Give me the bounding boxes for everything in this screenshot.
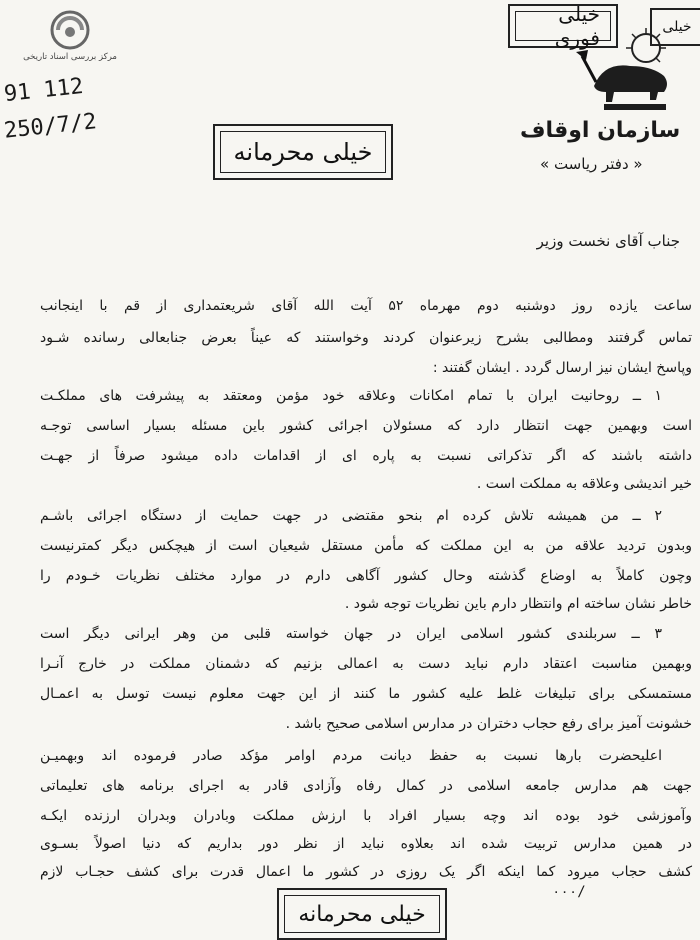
top-secret-stamp [213,124,393,180]
body-line: در همین مدارس تربیت شده اند بعلاوه نباید از نظر دور بداریم که دنیا اصولاً بسـوی [40,836,692,852]
top-secret-stamp-text: خیلی محرمانه [220,131,386,173]
logo-caption: مرکز بررسی اسناد تاریخی [23,52,117,62]
reference-number: 91 112 [2,73,85,108]
archive-emblem-icon [10,10,130,54]
body-line: ۳ ــ سربلندی کشور اسلامی ایران در جهان خواسته قلبی من وهر ایرانی دیگر است [40,626,662,642]
body-line: خیر اندیشی وعلاقه به مملکت است . [476,476,692,492]
urgent-stamp-partial-text: خیلی [662,19,692,35]
continuation-mark: ۰۰۰/ [552,884,586,900]
body-line: خاطر نشان ساخته ام وانتظار دارم باین نظریات توجه شود . [344,596,692,612]
body-line: ساعت یازده روز دوشنبه دوم مهرماه ۵۲ آیت الله آقای شریعتمداری از قم با اینجانب [40,298,692,314]
body-line: ۱ ــ روحانیت ایران با تمام امکانات وعلاقه خود مؤمن ومعتقد به پیشرفت های مملکـت [40,388,662,404]
office-subtitle: « دفتر ریاست » [540,155,643,173]
body-line: وبهمین مناسبت اعتقاد دارم نباید دست به اعمالی بزنیم که دشمنان مملکت در خارج آنـرا [40,656,692,672]
top-secret-stamp-bottom [277,888,447,940]
organization-title: سازمان اوقاف [520,118,681,143]
body-line: وچون کاملاً به اوضاع گذشته وحال کشور آگاهی دارم در موارد مختلف نظریات خـودم را [40,568,692,584]
top-secret-stamp-bottom-text: خیلی محرمانه [284,895,440,933]
body-line: اعلیحضرت بارها نسبت به حفظ دیانت مردم اوامر مؤکد صادر فرموده اند وبهمیـن [40,748,662,764]
body-line: کشف حجاب میرود کما اینکه اگر یک روزی در کشور ما اعمال قدرت برای کشف حجـاب لازم [40,864,692,880]
body-line: وبدون تردید علاقه من به این مملکت که مأمن مستقل شیعیان است از هیچکس دیگر کمترنیست [40,538,692,554]
body-line: است وبهمین جهت انتظار دارد که مسئولان اجرائی کشور باین مسئله بسیار اساسی توجـه [40,418,692,434]
urgent-stamp-text: خیلی فوری [515,11,611,41]
reference-date: 250/7/2 [2,109,98,144]
body-line: ۲ ــ من همیشه تلاش کرده ام بنحو مقتضی در جهت حمایت از دستگاه اجرائی باشـم [40,508,662,524]
salutation: جناب آقای نخست وزیر [536,232,680,250]
body-line: جهت هم مدارس جامعه اسلامی در کمال رفاه وآزادی قادر به اجرای برنامه های تعلیماتی [40,778,692,794]
body-line: وآموزشی خود بوده اند وچه بسیار افراد با ارزش مملکت وبادران وبدران ارزنده ایکـه [40,808,692,824]
lion-and-sun-emblem-icon [574,26,684,112]
body-line: مستمسکی برای تبلیغات غلط علیه کشور ما کنند از این جهت معلوم نیست توسل به اعمـال [40,686,692,702]
body-line: خشونت آمیز برای رفع حجاب دختران در مدارس اسلامی صحیح باشد . [285,716,692,732]
body-line: تماس گرفتند ومطالبی بشرح زیرعنوان کردند وخواستند که عیناً بعرض جنابعالی رسانده شـود [40,330,692,346]
archive-logo [10,10,130,68]
body-line: وپاسخ ایشان نیز ارسال گردد . ایشان گفتند : [432,360,692,376]
body-line: داشته باشند که اگر تذکراتی نسبت به پاره ای از اقدامات داده میشود صرفاً از جهـت [40,448,692,464]
